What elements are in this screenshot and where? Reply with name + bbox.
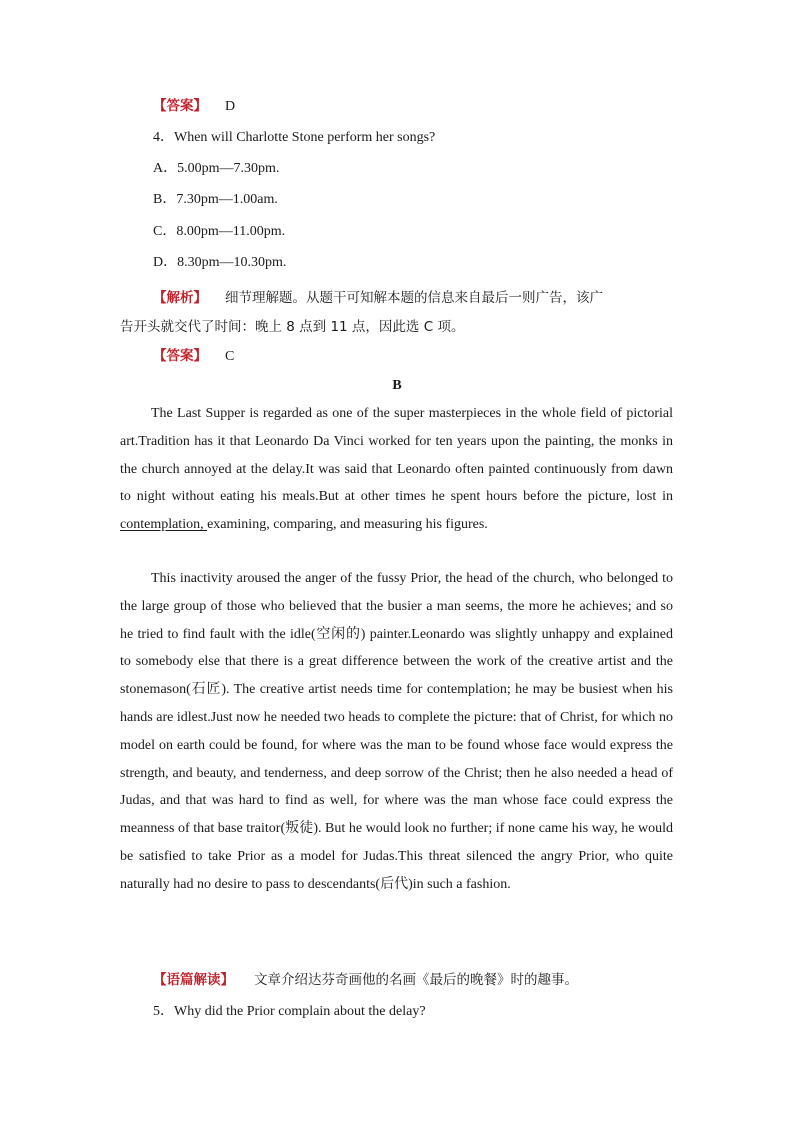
underlined-word: contemplation,	[120, 517, 208, 533]
section-heading: B	[392, 378, 402, 393]
answer-tag: 【答案】	[153, 98, 207, 114]
q4-option-c: C．8.00pm—11.00pm.	[153, 224, 286, 239]
q5-question: 5．Why did the Prior complain about the delay?	[153, 1004, 426, 1019]
paragraph-1-text-a: The Last Supper is regarded as one of the super masterpieces in the whole field of pictorial art.Tradition has it that Leonardo Da Vinci worked for ten years upon the painting, the monks in the church annoyed at the delay.It was said that Leonardo often painted continuously from dawn to night without eating his meals.But at other times he spent hours before the picture, lost in	[120, 406, 673, 505]
analysis-tag: 【解析】	[153, 290, 207, 306]
passage-paragraph-1	[120, 400, 673, 539]
q4-option-b: B．7.30pm—1.00am.	[153, 192, 278, 207]
analysis-text-1: 细节理解题。从题干可知解本题的信息来自最后一则广告，该广	[225, 290, 603, 306]
paragraph-1-text-b: examining, comparing, and measuring his figures.	[207, 517, 488, 533]
q4-answer-line	[153, 346, 234, 367]
answer-value: C	[225, 349, 235, 364]
paragraph-2-text: This inactivity aroused the anger of the fussy Prior, the head of the church, who belonged to the large group of those who believed that the busier a man seems, the more he achieves; and so he tried to find fault with the idle(空闲的) painter.Leonardo was slightly unhappy and explained to somebody else that there is a great difference between the work of the creative artist and the stonemason(石匠). The creative artist needs time for contemplation; he may be busiest when his hands are idlest.Just now he needed two heads to complete the picture: that of Christ, for which no model on earth could be found, for where was the man to be found whose face would express the strength, and beauty, and tenderness, and deep sorrow of the Christ; then he also needed a head of Judas, and that was hard to find as well, for where was the man whose face could express the meanness of that base traitor(叛徒). But he would look no further; if none came his way, he would be satisfied to take Prior as a model for Judas.This threat silenced the angry Prior, who quite naturally had no desire to pass to descendants(后代)in such a fashion.	[120, 571, 673, 892]
q4-option-d: D．8.30pm—10.30pm.	[153, 255, 287, 270]
passage-paragraph-2	[120, 565, 673, 899]
analysis-text-2: 告开头就交代了时间：晚上 8 点到 11 点，因此选 C 项。	[120, 319, 465, 335]
answer-tag: 【答案】	[153, 348, 207, 364]
q3-answer-line	[153, 96, 235, 117]
reading-analysis-line	[153, 970, 578, 991]
reading-analysis-text: 文章介绍达芬奇画他的名画《最后的晚餐》时的趣事。	[254, 972, 578, 988]
q4-analysis	[120, 284, 673, 342]
answer-value: D	[225, 99, 236, 114]
q4-question: 4．When will Charlotte Stone perform her songs?	[153, 130, 436, 145]
q4-option-a: A．5.00pm—7.30pm.	[153, 161, 280, 176]
reading-analysis-tag: 【语篇解读】	[153, 972, 234, 988]
